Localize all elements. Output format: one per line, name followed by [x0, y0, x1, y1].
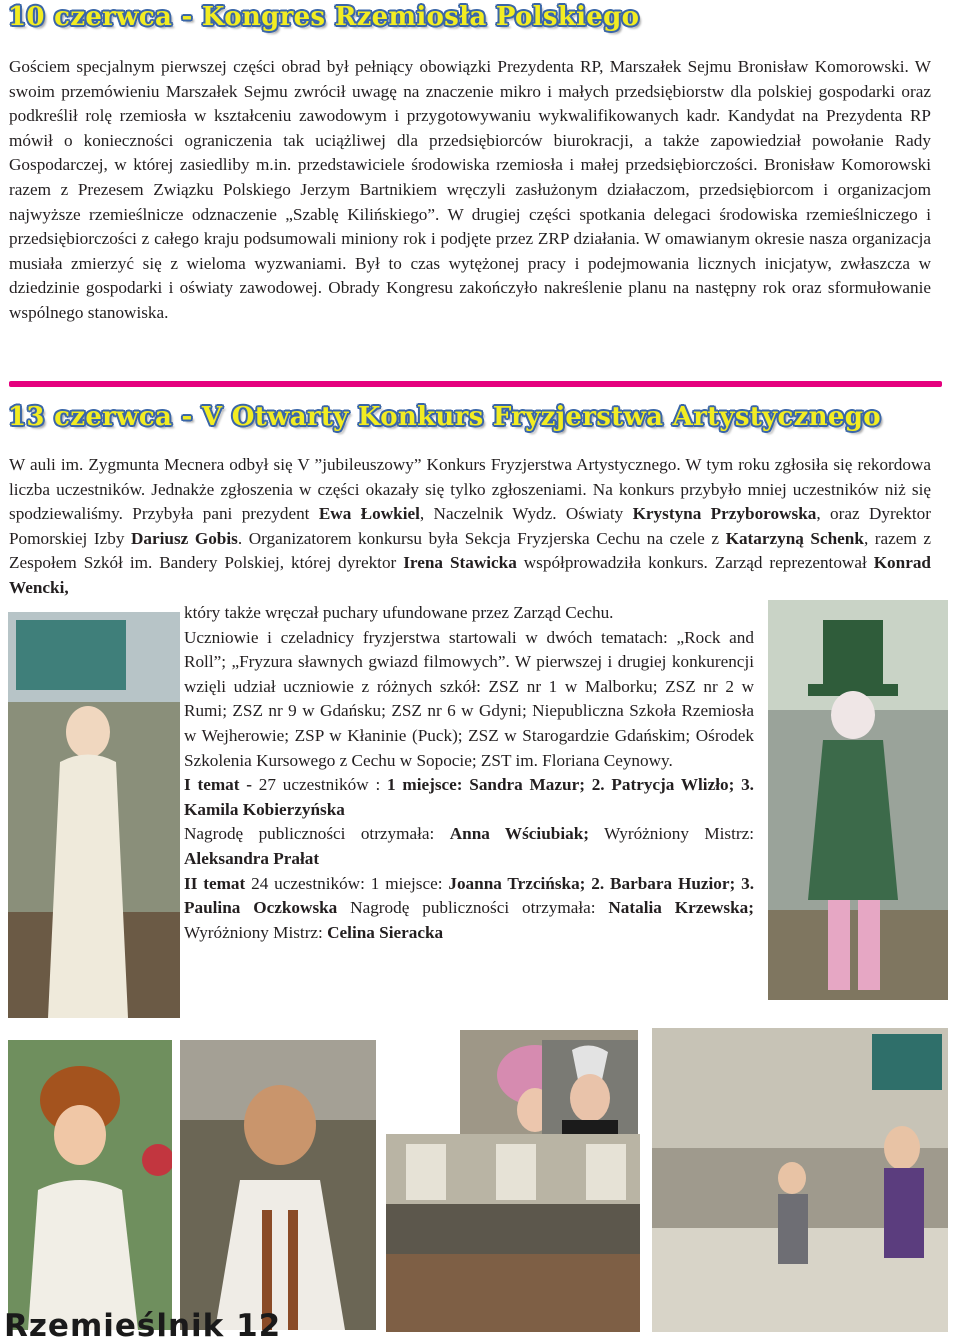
photo-mad-hatter-costume — [768, 600, 948, 1000]
magazine-name: Rzemieślnik — [4, 1308, 225, 1344]
theme-1-results: I temat - 27 uczestników : 1 miejsce: Sandra Mazur; 2. Patrycja Wlizło; 3. Kamila Kobierzyńska — [184, 775, 754, 819]
name-katarzyna-schenk: Katarzyną Schenk — [725, 528, 864, 548]
theme-1-awards: Nagrodę publiczności otrzymała: Anna Wściubiak; Wyróżniony Mistrz: Aleksandra Prałat — [184, 824, 754, 868]
photo-hairstyle-mohawk — [542, 1040, 638, 1140]
name-dariusz-gobis: Dariusz Gobis — [130, 528, 238, 548]
theme-2-results: II temat 24 uczestników: 1 miejsce: Joanna Trzcińska; 2. Barbara Huzior; 3. Paulina Oczkowska Nagrodę publiczności otrzymała: Natalia Krzewska; Wyróżniony Mistrz: Celina Sieracka — [184, 873, 754, 942]
page-number: 12 — [236, 1308, 282, 1344]
photo-model-white-dress — [8, 612, 180, 1018]
photo-boy-with-hairstyle — [180, 1040, 376, 1330]
name-ewa-lowkiel: Ewa Łowkiel — [318, 504, 420, 524]
photo-hall-audience — [386, 1134, 640, 1332]
column-paragraph-1: który także wręczał puchary ufundowane przez Zarząd Cechu. — [184, 603, 614, 622]
photo-award-ceremony — [652, 1028, 948, 1332]
section-divider — [9, 381, 942, 387]
section1-paragraph: Gościem specjalnym pierwszej części obrad był pełniący obowiązki Prezydenta RP, Marszałek Sejmu Bronisław Komorowski. W swoim przemówieniu Marszałek Sejmu zwrócił uwagę na znaczenie mikro i małych przedsiębiorstw dla polskiej gospodarki oraz podkreślił rolę rzemiosła w kształceniu zawodowym i przygotowywaniu wykwalifikowanych kadr. Kandydat na Prezydenta RP mówił o konieczności ograniczenia tak uciążliwej dla przedsiębiorców biurokracji, a także zapowiedział powołanie Rady Gospodarczej, w której zasiedliby m.in. przedstawiciele środowiska rzemiosła i małej przedsiębiorczości. Bronisław Komorowski razem z Prezesem Związku Polskiego Jerzym Bartnikiem wręczyli zasłużonym działaczom, przedsiębiorcom i organizacjom najwyższe rzemieślnicze odznaczenie „Szablę Kilińskiego”. W drugiej części spotkania delegaci środowiska rzemieślniczego i przedsiębiorczości z całego kraju podsumowali miniony rok i podjęte przez ZRP działania. W omawianym okresie nasza organizacja musiała zmierzyć się z wieloma wyzwaniami. Był to czas wytężonej pracy i podejmowania licznych inicjatyw, zwłaszcza w dziedzinie gospodarki i oświaty zawodowej. Obrady Kongresu zakończyło nakreślenie planu na następny rok oraz sformułowanie wspólnego stanowiska. — [9, 57, 931, 322]
section2-heading: 13 czerwca - V Otwarty Konkurs Fryzjerstwa Artystycznego — [8, 402, 881, 432]
section2-column — [184, 601, 754, 945]
column-paragraph-2: Uczniowie i czeladnicy fryzjerstwa startowali w dwóch tematach: „Rock and Roll”; „Fryzura sławnych gwiazd filmowych”. W pierwszej i drugiej konkurencji wzięli udział uczniowie z różnych szkół: ZSZ nr 1 w Malborku; ZSZ nr 2 w Rumi; ZSZ nr 9 w Gdańsku; ZSZ nr 6 w Gdyni; Niepubliczna Szkoła Rzemiosła w Wejherowie; ZSP w Kłaninie (Puck); ZSZ w Starogardzie Gdańskim; Ośrodek Szkolenia Kursowego z Cechu w Sopocie; ZST im. Floriana Ceynowy. — [184, 627, 754, 770]
section2-intro: W auli im. Zygmunta Mecnera odbył się V ”jubileuszowy” Konkurs Fryzjerstwa Artystycznego. W tym roku zgłosiła się rekordowa liczba uczestników. Jednakże zgłoszenia w części okazały się tylko zgłoszeniami. Na konkurs przybyło mniej uczestników niż się spodziewaliśmy. Przybyła pani prezydent Ewa Łowkiel, Naczelnik Wydz. Oświaty Krystyna Przyborowska, oraz Dyrektor Pomorskiej Izby Dariusz Gobis. Organizatorem konkursu była Sekcja Fryzjerska Cechu na czele z Katarzyną Schenk, razem z Zespołem Szkół im. Bandery Polskiej, której dyrektor Irena Stawicka współprowadziła konkurs. Zarząd reprezentował Konrad Wencki, — [9, 455, 931, 597]
footer-page-label — [4, 1308, 281, 1344]
name-krystyna-przyborowska: Krystyna Przyborowska — [632, 504, 817, 524]
photo-girl-with-necklace — [8, 1040, 172, 1330]
name-konrad-wencki: Konrad Wencki, — [9, 553, 931, 597]
section1-heading: 10 czerwca - Kongres Rzemiosła Polskiego — [8, 2, 640, 32]
name-irena-stawicka: Irena Stawicka — [403, 553, 517, 573]
